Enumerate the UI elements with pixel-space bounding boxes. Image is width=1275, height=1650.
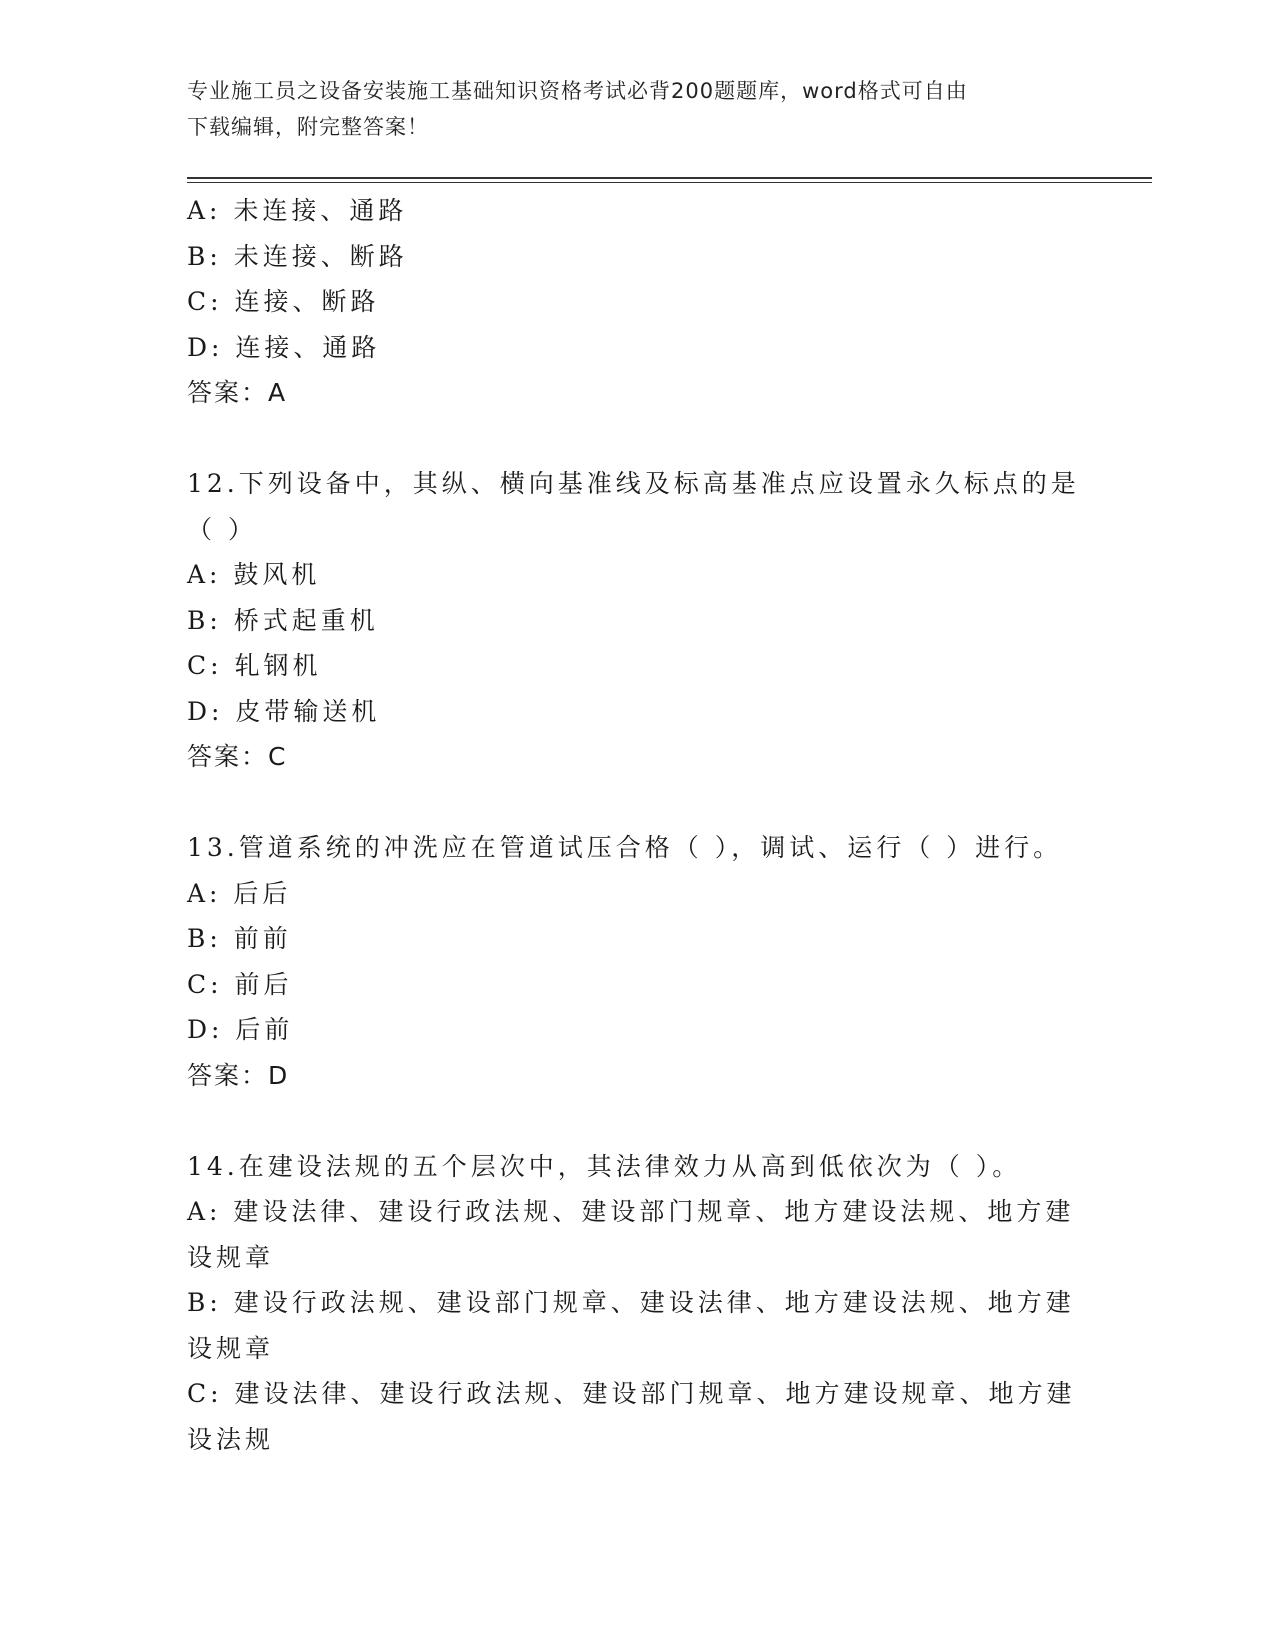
q12-option-d: D: 皮带输送机 xyxy=(187,696,381,726)
question-13 xyxy=(187,825,1087,1098)
q12-stem-line-2: （ ） xyxy=(187,514,257,544)
q13-answer: 答案：D xyxy=(187,1060,290,1090)
header-line-2: 下载编辑，附完整答案！ xyxy=(187,115,429,139)
q14-option-c-line-1: C: 建设法律、建设行政法规、建设部门规章、地方建设规章、地方建 xyxy=(187,1379,1076,1408)
spacer xyxy=(187,780,1087,826)
q13-option-d: D: 后前 xyxy=(187,1015,294,1044)
question-content xyxy=(187,188,1087,1462)
q12-option-c: C: 轧钢机 xyxy=(187,651,322,680)
document-header xyxy=(187,73,1067,145)
q14-option-a-line-1: A: 建设法律、建设行政法规、建设部门规章、地方建设法规、地方建 xyxy=(187,1197,1075,1226)
q11-option-d: D: 连接、通路 xyxy=(187,332,381,362)
q13-option-b: B: 前前 xyxy=(187,924,292,953)
q14-option-b-line-2: 设规章 xyxy=(187,1333,275,1363)
q12-answer: 答案：C xyxy=(187,742,288,771)
header-divider-thick xyxy=(187,177,1152,179)
q13-stem-line-1: 13.管道系统的冲洗应在管道试压合格（ ），调试、运行（ ）进行。 xyxy=(187,833,1063,862)
q14-stem-line-1: 14.在建设法规的五个层次中，其法律效力从高到低依次为（ ）。 xyxy=(187,1151,1022,1181)
q14-option-c-line-2: 设法规 xyxy=(187,1424,275,1454)
q11-option-a: A: 未连接、通路 xyxy=(187,196,408,225)
q13-option-c: C: 前后 xyxy=(187,969,293,999)
q11-answer: 答案：A xyxy=(187,378,288,407)
q12-option-b: B: 桥式起重机 xyxy=(187,605,379,635)
header-line-1: 专业施工员之设备安装施工基础知识资格考试必背200题题库，word格式可自由 xyxy=(187,79,968,103)
question-12 xyxy=(187,461,1087,780)
q14-option-a-line-2: 设规章 xyxy=(187,1242,275,1272)
header-divider-thin xyxy=(187,182,1152,183)
q14-option-b-line-1: B: 建设行政法规、建设部门规章、建设法律、地方建设法规、地方建 xyxy=(187,1288,1075,1317)
spacer xyxy=(187,1098,1087,1144)
q13-option-a: A: 后后 xyxy=(187,878,292,908)
q12-stem-line-1: 12.下列设备中，其纵、横向基准线及标高基准点应设置永久标点的是 xyxy=(187,469,1080,498)
q11-option-b: B: 未连接、断路 xyxy=(187,241,408,271)
question-14 xyxy=(187,1144,1087,1463)
q11-option-c: C: 连接、断路 xyxy=(187,287,380,316)
q12-option-a: A: 鼓风机 xyxy=(187,560,321,589)
spacer xyxy=(187,416,1087,462)
question-11 xyxy=(187,188,1087,416)
